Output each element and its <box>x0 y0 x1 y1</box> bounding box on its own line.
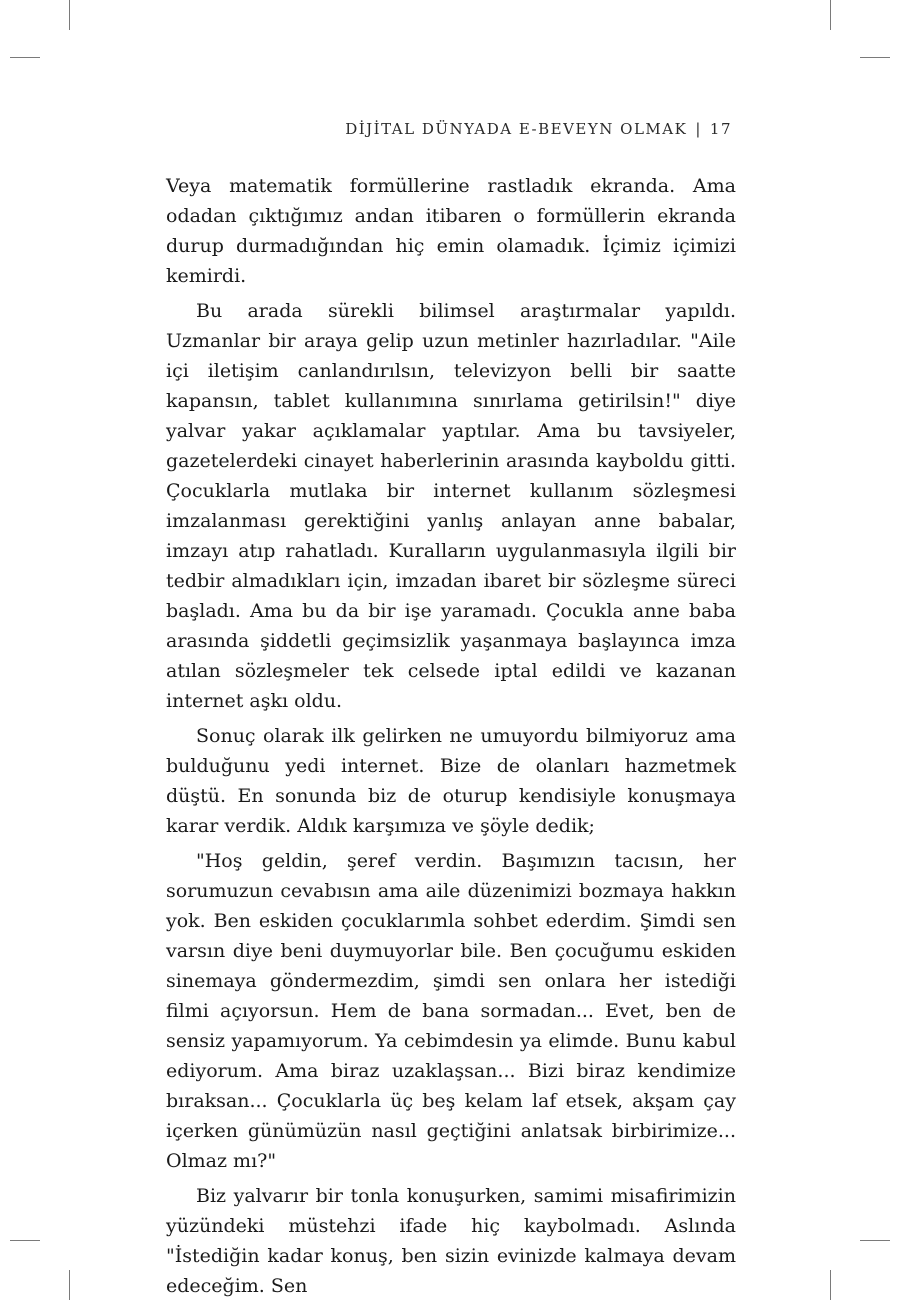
paragraph-2: Bu arada sürekli bilimsel araştırmalar yapıldı. Uzmanlar bir araya gelip uzun metinler hazırladılar. "Aile içi iletişim canlandırılsın, televizyon belli bir saatte kapansın, tablet kullanımına sınırlama getirilsin!" diye yalvar yakar açıklamalar yaptılar. Ama bu tavsiyeler, gazetelerdeki cinayet haberlerinin arasında kayboldu gitti. Çocuklarla mutlaka bir internet kullanım sözleşmesi imzalanması gerektiğini yanlış anlayan anne babalar, imzayı atıp rahatladı. Kuralların uygulanmasıyla ilgili bir tedbir almadıkları için, imzadan ibaret bir sözleşme süreci başladı. Ama bu da bir işe yaramadı. Çocukla anne baba arasında şiddetli geçimsizlik yaşanmaya başlayınca imza atılan sözleşmeler tek celsede iptal edildi ve kazanan internet aşkı oldu. <box>166 300 736 712</box>
running-title: DİJİTAL DÜNYADA E-BEVEYN OLMAK <box>345 120 688 138</box>
crop-mark-left-lower <box>10 1240 40 1241</box>
crop-mark-top-left <box>69 0 70 30</box>
crop-mark-right-upper <box>860 57 890 58</box>
crop-mark-bottom-left <box>69 1270 70 1300</box>
crop-mark-right-lower <box>860 1240 890 1241</box>
running-header <box>345 120 732 138</box>
page-number: 17 <box>709 120 732 138</box>
paragraph-4: "Hoş geldin, şeref verdin. Başımızın tacısın, her sorumuzun cevabısın ama aile düzenimizi bozmaya hakkın yok. Ben eskiden çocuklarımla sohbet ederdim. Şimdi sen varsın diye beni duymuyorlar bile. Ben çocuğumu eskiden sinemaya göndermezdim, şimdi sen onlara her istediği filmi açıyorsun. Hem de bana sormadan... Evet, ben de sensiz yapamıyorum. Ya cebimdesin ya elimde. Bunu kabul ediyorum. Ama biraz uzaklaşsan... Bizi biraz kendimize bıraksan... Çocuklarla üç beş kelam laf etsek, akşam çay içerken günümüzün nasıl geçtiğini anlatsak birbirimize... Olmaz mı?" <box>166 850 736 1172</box>
paragraph-5: Biz yalvarır bir tonla konuşurken, samimi misafirimizin yüzündeki müstehzi ifade hiç kaybolmadı. Aslında "İstediğin kadar konuş, ben sizin evinizde kalmaya devam edeceğim. Sen <box>166 1185 736 1297</box>
header-separator: | <box>695 120 702 138</box>
body-text <box>166 171 736 1306</box>
crop-mark-left-upper <box>10 57 40 58</box>
crop-mark-bottom-right <box>830 1270 831 1300</box>
paragraph-3: Sonuç olarak ilk gelirken ne umuyordu bilmiyoruz ama bulduğunu yedi internet. Bize de olanları hazmetmek düştü. En sonunda biz de oturup kendisiyle konuşmaya karar verdik. Aldık karşımıza ve şöyle dedik; <box>166 725 736 837</box>
paragraph-1: Veya matematik formüllerine rastladık ekranda. Ama odadan çıktığımız andan itibaren o formüllerin ekranda durup durmadığından hiç emin olamadık. İçimiz içimizi kemirdi. <box>166 175 736 287</box>
crop-mark-top-right <box>830 0 831 30</box>
